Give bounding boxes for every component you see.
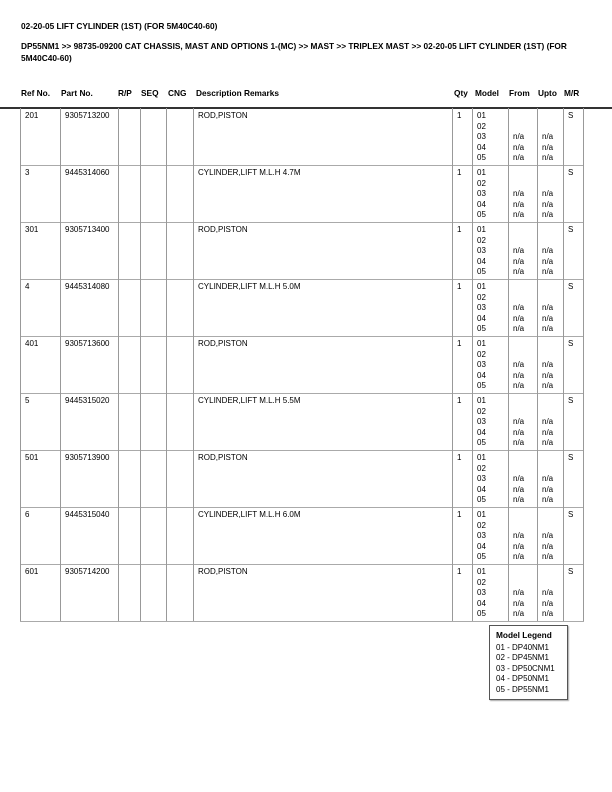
models-line: 05 [477, 267, 486, 276]
cell-description: CYLINDER,LIFT M.L.H 6.0M [193, 507, 452, 564]
upto-line: n/a [542, 495, 554, 504]
models-line: 04 [477, 256, 486, 266]
models-line: 03 [477, 189, 486, 198]
models-line: 02 [477, 349, 486, 359]
models-line: 03 [477, 474, 486, 483]
from-line: n/a [513, 324, 525, 333]
from-line: n/a [513, 313, 525, 323]
cell-mr: S [563, 336, 584, 393]
cell-seq [140, 336, 166, 393]
models-line: 01 [477, 111, 486, 120]
cell-ref-no: 6 [20, 507, 60, 564]
cell-ref-no: 5 [20, 393, 60, 450]
models-line: 04 [477, 199, 486, 209]
models-line: 03 [477, 246, 486, 255]
upto-line: n/a [542, 609, 554, 618]
upto-line: n/a [542, 360, 554, 369]
models-line: 05 [477, 609, 486, 618]
column-header-rp: R/P [118, 88, 132, 98]
upto-line: n/a [542, 541, 554, 551]
models-line: 02 [477, 292, 486, 302]
column-header-mr: M/R [564, 88, 580, 98]
models-line: 05 [477, 495, 486, 504]
from-line: n/a [513, 267, 525, 276]
upto-line: n/a [542, 313, 554, 323]
cell-seq [140, 507, 166, 564]
models-line: 05 [477, 552, 486, 561]
models-line: 01 [477, 225, 486, 234]
cell-description: ROD,PISTON [193, 222, 452, 279]
cell-mr: S [563, 507, 584, 564]
cell-cng [166, 279, 193, 336]
from-line [513, 122, 537, 133]
upto-line: n/a [542, 484, 554, 494]
from-line [513, 521, 537, 532]
from-line [513, 179, 537, 190]
from-line: n/a [513, 531, 525, 540]
cell-seq [140, 564, 166, 621]
cell-upto [537, 222, 563, 279]
models-line: 02 [477, 121, 486, 131]
cell-part-no: 9305714200 [60, 564, 118, 621]
cell-seq [140, 450, 166, 507]
cell-qty: 1 [452, 336, 472, 393]
cell-part-no: 9445314080 [60, 279, 118, 336]
upto-line [542, 111, 563, 122]
from-line: n/a [513, 598, 525, 608]
cell-cng [166, 564, 193, 621]
upto-line [542, 122, 563, 133]
cell-rp [118, 450, 140, 507]
from-line [513, 407, 537, 418]
from-line: n/a [513, 153, 525, 162]
upto-line [542, 282, 563, 293]
models-line: 01 [477, 282, 486, 291]
upto-line [542, 168, 563, 179]
upto-line: n/a [542, 246, 554, 255]
column-header-seq: SEQ [141, 88, 159, 98]
table-row [20, 507, 584, 565]
from-line: n/a [513, 370, 525, 380]
legend-item: 03 - DP50CNM1 [496, 663, 555, 673]
models-line: 03 [477, 132, 486, 141]
from-line [513, 396, 537, 407]
upto-line [542, 510, 563, 521]
from-line: n/a [513, 210, 525, 219]
table-row [20, 108, 584, 166]
cell-cng [166, 336, 193, 393]
cell-seq [140, 279, 166, 336]
cell-description: CYLINDER,LIFT M.L.H 4.7M [193, 165, 452, 222]
upto-line: n/a [542, 303, 554, 312]
cell-upto [537, 450, 563, 507]
cell-model [472, 108, 508, 165]
models-line: 01 [477, 168, 486, 177]
cell-rp [118, 165, 140, 222]
cell-model [472, 222, 508, 279]
cell-rp [118, 336, 140, 393]
cell-qty: 1 [452, 222, 472, 279]
table-row [20, 279, 584, 337]
upto-line [542, 339, 563, 350]
cell-qty: 1 [452, 507, 472, 564]
from-line: n/a [513, 256, 525, 266]
cell-upto [537, 336, 563, 393]
from-line [513, 350, 537, 361]
from-line [513, 293, 537, 304]
upto-line [542, 236, 563, 247]
cell-from [508, 336, 537, 393]
cell-part-no: 9445314060 [60, 165, 118, 222]
column-header-part-no: Part No. [61, 88, 93, 98]
cell-part-no: 9305713900 [60, 450, 118, 507]
models-line: 01 [477, 396, 486, 405]
from-line: n/a [513, 303, 525, 312]
models-line: 03 [477, 303, 486, 312]
cell-model [472, 393, 508, 450]
cell-qty: 1 [452, 108, 472, 165]
cell-rp [118, 507, 140, 564]
from-line: n/a [513, 246, 525, 255]
models-line: 05 [477, 438, 486, 447]
upto-line [542, 521, 563, 532]
upto-line [542, 578, 563, 589]
models-line: 01 [477, 567, 486, 576]
legend-item: 04 - DP50NM1 [496, 674, 549, 683]
cell-seq [140, 165, 166, 222]
cell-from [508, 165, 537, 222]
upto-line: n/a [542, 153, 554, 162]
table-row [20, 222, 584, 280]
cell-rp [118, 564, 140, 621]
from-line: n/a [513, 427, 525, 437]
upto-line: n/a [542, 552, 554, 561]
cell-from [508, 222, 537, 279]
cell-description: ROD,PISTON [193, 450, 452, 507]
cell-from [508, 564, 537, 621]
from-line [513, 168, 537, 179]
cell-part-no: 9305713600 [60, 336, 118, 393]
upto-line: n/a [542, 324, 554, 333]
cell-cng [166, 222, 193, 279]
column-header-ref-no: Ref No. [21, 88, 51, 98]
cell-model [472, 165, 508, 222]
cell-cng [166, 507, 193, 564]
cell-mr: S [563, 279, 584, 336]
table-row [20, 450, 584, 508]
from-line [513, 111, 537, 122]
cell-model [472, 450, 508, 507]
cell-seq [140, 108, 166, 165]
from-line [513, 236, 537, 247]
column-header-description: Description Remarks [196, 88, 280, 98]
breadcrumb: DP55NM1 >> 98735-09200 CAT CHASSIS, MAST AND OPTIONS 1-(MC) >> MAST >> TRIPLEX MAST >> 02-20-05 LIFT CYLINDER (1ST) (FOR 5M40C40-60) [21, 41, 567, 63]
cell-model [472, 279, 508, 336]
from-line [513, 567, 537, 578]
upto-line: n/a [542, 189, 554, 198]
models-line: 05 [477, 324, 486, 333]
upto-line: n/a [542, 132, 554, 141]
cell-description: ROD,PISTON [193, 564, 452, 621]
cell-upto [537, 108, 563, 165]
cell-ref-no: 501 [20, 450, 60, 507]
models-line: 03 [477, 531, 486, 540]
upto-line [542, 407, 563, 418]
upto-line [542, 567, 563, 578]
legend-item: 05 - DP55NM1 [496, 684, 549, 694]
cell-mr: S [563, 393, 584, 450]
models-line: 03 [477, 588, 486, 597]
cell-cng [166, 393, 193, 450]
models-line: 03 [477, 360, 486, 369]
cell-mr: S [563, 108, 584, 165]
cell-ref-no: 401 [20, 336, 60, 393]
table-row [20, 393, 584, 451]
models-line: 05 [477, 210, 486, 219]
models-line: 05 [477, 381, 486, 390]
cell-description: ROD,PISTON [193, 108, 452, 165]
from-line [513, 510, 537, 521]
models-line: 04 [477, 598, 486, 608]
upto-line [542, 453, 563, 464]
from-line: n/a [513, 360, 525, 369]
cell-part-no: 9305713200 [60, 108, 118, 165]
cell-mr: S [563, 165, 584, 222]
cell-qty: 1 [452, 450, 472, 507]
cell-ref-no: 301 [20, 222, 60, 279]
models-line: 04 [477, 427, 486, 437]
cell-upto [537, 507, 563, 564]
models-line: 02 [477, 463, 486, 473]
cell-ref-no: 3 [20, 165, 60, 222]
models-line: 01 [477, 453, 486, 462]
legend-title: Model Legend [496, 630, 552, 640]
cell-description: CYLINDER,LIFT M.L.H 5.5M [193, 393, 452, 450]
model-legend [489, 625, 568, 700]
cell-ref-no: 201 [20, 108, 60, 165]
page-title: 02-20-05 LIFT CYLINDER (1ST) (FOR 5M40C40-60) [21, 21, 218, 31]
upto-line [542, 350, 563, 361]
table-row [20, 165, 584, 223]
models-line: 04 [477, 142, 486, 152]
cell-upto [537, 393, 563, 450]
from-line [513, 282, 537, 293]
from-line [513, 453, 537, 464]
from-line: n/a [513, 199, 525, 209]
cell-model [472, 564, 508, 621]
from-line: n/a [513, 417, 525, 426]
column-header-from: From [509, 88, 530, 98]
from-line [513, 464, 537, 475]
table-row [20, 564, 584, 622]
cell-rp [118, 222, 140, 279]
cell-description: CYLINDER,LIFT M.L.H 5.0M [193, 279, 452, 336]
cell-part-no: 9445315040 [60, 507, 118, 564]
column-header-upto: Upto [538, 88, 557, 98]
column-header-cng: CNG [168, 88, 187, 98]
cell-cng [166, 108, 193, 165]
legend-item: 02 - DP45NM1 [496, 653, 549, 662]
cell-qty: 1 [452, 393, 472, 450]
upto-line: n/a [542, 474, 554, 483]
cell-from [508, 507, 537, 564]
models-line: 04 [477, 484, 486, 494]
cell-mr: S [563, 450, 584, 507]
cell-upto [537, 564, 563, 621]
models-line: 01 [477, 339, 486, 348]
cell-model [472, 336, 508, 393]
from-line: n/a [513, 484, 525, 494]
cell-ref-no: 4 [20, 279, 60, 336]
from-line: n/a [513, 495, 525, 504]
models-line: 02 [477, 178, 486, 188]
upto-line: n/a [542, 210, 554, 219]
cell-ref-no: 601 [20, 564, 60, 621]
upto-line: n/a [542, 370, 554, 380]
upto-line [542, 179, 563, 190]
models-line: 04 [477, 370, 486, 380]
upto-line [542, 225, 563, 236]
cell-model [472, 507, 508, 564]
cell-mr: S [563, 222, 584, 279]
models-line: 04 [477, 313, 486, 323]
cell-upto [537, 165, 563, 222]
from-line [513, 225, 537, 236]
models-line: 02 [477, 520, 486, 530]
cell-qty: 1 [452, 279, 472, 336]
column-header-qty: Qty [454, 88, 468, 98]
from-line: n/a [513, 588, 525, 597]
cell-mr: S [563, 564, 584, 621]
from-line: n/a [513, 381, 525, 390]
cell-rp [118, 393, 140, 450]
cell-seq [140, 222, 166, 279]
cell-cng [166, 165, 193, 222]
cell-from [508, 393, 537, 450]
from-line: n/a [513, 609, 525, 618]
upto-line [542, 464, 563, 475]
models-line: 03 [477, 417, 486, 426]
upto-line: n/a [542, 438, 554, 447]
models-line: 02 [477, 577, 486, 587]
from-line: n/a [513, 438, 525, 447]
cell-from [508, 108, 537, 165]
upto-line: n/a [542, 199, 554, 209]
upto-line: n/a [542, 588, 554, 597]
from-line: n/a [513, 142, 525, 152]
models-line: 02 [477, 406, 486, 416]
from-line: n/a [513, 474, 525, 483]
from-line [513, 578, 537, 589]
models-line: 01 [477, 510, 486, 519]
cell-from [508, 450, 537, 507]
cell-part-no: 9305713400 [60, 222, 118, 279]
upto-line: n/a [542, 267, 554, 276]
cell-qty: 1 [452, 165, 472, 222]
models-line: 04 [477, 541, 486, 551]
upto-line: n/a [542, 531, 554, 540]
cell-qty: 1 [452, 564, 472, 621]
upto-line: n/a [542, 427, 554, 437]
cell-from [508, 279, 537, 336]
cell-seq [140, 393, 166, 450]
upto-line: n/a [542, 142, 554, 152]
upto-line: n/a [542, 256, 554, 266]
table-row [20, 336, 584, 394]
cell-cng [166, 450, 193, 507]
cell-description: ROD,PISTON [193, 336, 452, 393]
models-line: 05 [477, 153, 486, 162]
cell-rp [118, 279, 140, 336]
upto-line: n/a [542, 381, 554, 390]
from-line: n/a [513, 552, 525, 561]
models-line: 02 [477, 235, 486, 245]
legend-item: 01 - DP40NM1 [496, 642, 549, 652]
from-line: n/a [513, 132, 525, 141]
from-line [513, 339, 537, 350]
upto-line: n/a [542, 417, 554, 426]
from-line: n/a [513, 189, 525, 198]
column-header-model: Model [475, 88, 499, 98]
cell-rp [118, 108, 140, 165]
upto-line: n/a [542, 598, 554, 608]
cell-part-no: 9445315020 [60, 393, 118, 450]
upto-line [542, 396, 563, 407]
cell-upto [537, 279, 563, 336]
upto-line [542, 293, 563, 304]
from-line: n/a [513, 541, 525, 551]
